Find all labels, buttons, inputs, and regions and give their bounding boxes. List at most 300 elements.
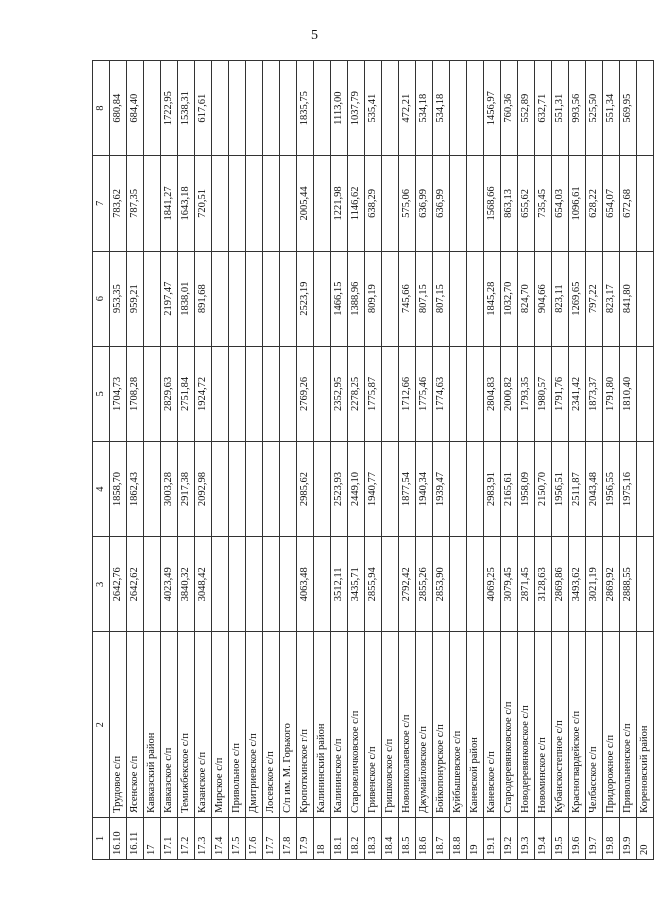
- value-cell: 1858,70: [110, 441, 127, 536]
- table-row: [637, 61, 654, 860]
- value-cell: 2869,86: [552, 537, 569, 632]
- settlement-name-cell: Новодеревянковское с/п: [518, 632, 535, 817]
- value-cell: [246, 537, 263, 632]
- value-cell: [263, 251, 280, 346]
- value-cell: 783,62: [110, 156, 127, 251]
- page-number: 5: [311, 28, 318, 43]
- value-cell: [212, 346, 229, 441]
- row-number-cell: 17: [144, 817, 161, 859]
- value-cell: 2005,44: [297, 156, 314, 251]
- row-number-cell: 17.8: [280, 817, 297, 859]
- row-number-cell: 17.9: [297, 817, 314, 859]
- row-number-cell: 18: [314, 817, 331, 859]
- value-cell: [382, 251, 399, 346]
- value-cell: 1037,79: [348, 61, 365, 156]
- value-cell: 3128,63: [535, 537, 552, 632]
- settlement-name-cell: Кубанскостепное с/п: [552, 632, 569, 817]
- table-row: [280, 61, 297, 860]
- value-cell: 953,35: [110, 251, 127, 346]
- value-cell: 1939,47: [433, 441, 450, 536]
- value-cell: [246, 251, 263, 346]
- settlement-name-cell: С/п им. М. Горького: [280, 632, 297, 817]
- value-cell: 823,11: [552, 251, 569, 346]
- column-header: 4: [93, 441, 110, 536]
- value-cell: 655,62: [518, 156, 535, 251]
- value-cell: 2523,19: [297, 251, 314, 346]
- column-header: 6: [93, 251, 110, 346]
- settlement-name-cell: Калининский район: [314, 632, 331, 817]
- value-cell: 1722,95: [161, 61, 178, 156]
- value-cell: 2804,83: [484, 346, 501, 441]
- value-cell: 1466,15: [331, 251, 348, 346]
- table-row: [416, 61, 433, 860]
- value-cell: 672,68: [620, 156, 637, 251]
- value-cell: 2092,98: [195, 441, 212, 536]
- value-cell: [314, 537, 331, 632]
- value-cell: [229, 61, 246, 156]
- value-cell: 551,31: [552, 61, 569, 156]
- value-cell: 760,36: [501, 61, 518, 156]
- row-number-cell: 18.2: [348, 817, 365, 859]
- value-cell: [280, 346, 297, 441]
- value-cell: [263, 441, 280, 536]
- value-cell: [382, 156, 399, 251]
- settlement-name-cell: Старовеличковское с/п: [348, 632, 365, 817]
- row-number-cell: 18.8: [450, 817, 467, 859]
- value-cell: 720,51: [195, 156, 212, 251]
- value-cell: 2792,42: [399, 537, 416, 632]
- value-cell: 3079,45: [501, 537, 518, 632]
- value-cell: [280, 537, 297, 632]
- value-cell: [144, 346, 161, 441]
- value-cell: 525,50: [586, 61, 603, 156]
- value-cell: 1975,16: [620, 441, 637, 536]
- settlement-name-cell: Новоминское с/п: [535, 632, 552, 817]
- row-number-cell: 19.6: [569, 817, 586, 859]
- value-cell: [263, 61, 280, 156]
- value-cell: [280, 251, 297, 346]
- settlement-name-cell: Каневское с/п: [484, 632, 501, 817]
- value-cell: 1873,37: [586, 346, 603, 441]
- table-row: [263, 61, 280, 860]
- row-number-cell: 20: [637, 817, 654, 859]
- settlement-name-cell: Каневской район: [467, 632, 484, 817]
- settlement-name-cell: Челбасское с/п: [586, 632, 603, 817]
- value-cell: 1924,72: [195, 346, 212, 441]
- settlement-name-cell: Привольненское с/п: [620, 632, 637, 817]
- value-cell: [467, 156, 484, 251]
- table-row: [569, 61, 586, 860]
- value-cell: [212, 61, 229, 156]
- value-cell: [637, 251, 654, 346]
- table-row: [144, 61, 161, 860]
- value-cell: 823,17: [603, 251, 620, 346]
- settlement-name-cell: Калининское с/п: [331, 632, 348, 817]
- row-number-cell: 19.1: [484, 817, 501, 859]
- value-cell: 1845,28: [484, 251, 501, 346]
- value-cell: [467, 251, 484, 346]
- value-cell: [637, 156, 654, 251]
- value-cell: [450, 537, 467, 632]
- value-cell: 1643,18: [178, 156, 195, 251]
- value-cell: 809,19: [365, 251, 382, 346]
- value-cell: 1835,75: [297, 61, 314, 156]
- table-row: [518, 61, 535, 860]
- value-cell: [212, 156, 229, 251]
- settlement-name-cell: Гривенское с/п: [365, 632, 382, 817]
- value-cell: [450, 251, 467, 346]
- settlement-name-cell: Казанское с/п: [195, 632, 212, 817]
- value-cell: [263, 156, 280, 251]
- row-number-cell: 17.4: [212, 817, 229, 859]
- value-cell: 654,07: [603, 156, 620, 251]
- value-cell: 2869,92: [603, 537, 620, 632]
- value-cell: 1538,31: [178, 61, 195, 156]
- value-cell: 638,29: [365, 156, 382, 251]
- row-number-cell: 17.7: [263, 817, 280, 859]
- value-cell: 1568,66: [484, 156, 501, 251]
- value-cell: [229, 441, 246, 536]
- table-row: [178, 61, 195, 860]
- column-header: 5: [93, 346, 110, 441]
- value-cell: 1096,61: [569, 156, 586, 251]
- settlement-name-cell: Куйбышевское с/п: [450, 632, 467, 817]
- value-cell: 472,21: [399, 61, 416, 156]
- value-cell: [314, 251, 331, 346]
- value-cell: 1774,63: [433, 346, 450, 441]
- value-cell: 1712,66: [399, 346, 416, 441]
- settlement-name-cell: Мирское с/п: [212, 632, 229, 817]
- settlement-name-cell: Лосевское с/п: [263, 632, 280, 817]
- row-number-cell: 18.1: [331, 817, 348, 859]
- table-row: [161, 61, 178, 860]
- settlement-name-cell: Кавказский район: [144, 632, 161, 817]
- value-cell: 535,41: [365, 61, 382, 156]
- value-cell: 1862,43: [127, 441, 144, 536]
- column-header: 7: [93, 156, 110, 251]
- value-cell: 1793,35: [518, 346, 535, 441]
- table-row: [399, 61, 416, 860]
- table-row: [501, 61, 518, 860]
- value-cell: 1113,00: [331, 61, 348, 156]
- value-cell: 636,99: [416, 156, 433, 251]
- value-cell: [280, 441, 297, 536]
- value-cell: 3021,19: [586, 537, 603, 632]
- value-cell: [382, 61, 399, 156]
- value-cell: [229, 537, 246, 632]
- value-cell: 1980,57: [535, 346, 552, 441]
- value-cell: 680,84: [110, 61, 127, 156]
- value-cell: 4063,48: [297, 537, 314, 632]
- value-cell: [450, 156, 467, 251]
- value-cell: 1940,77: [365, 441, 382, 536]
- value-cell: 807,15: [416, 251, 433, 346]
- value-cell: 863,13: [501, 156, 518, 251]
- table-row: [314, 61, 331, 860]
- value-cell: [467, 61, 484, 156]
- value-cell: [467, 537, 484, 632]
- row-number-cell: 16.10: [110, 817, 127, 859]
- value-cell: 2769,26: [297, 346, 314, 441]
- settlement-name-cell: Ясенское с/п: [127, 632, 144, 817]
- value-cell: [263, 346, 280, 441]
- settlement-name-cell: Красногвардейское с/п: [569, 632, 586, 817]
- value-cell: 993,56: [569, 61, 586, 156]
- value-cell: 2165,61: [501, 441, 518, 536]
- row-number-cell: 19: [467, 817, 484, 859]
- value-cell: 2000,82: [501, 346, 518, 441]
- value-cell: 632,71: [535, 61, 552, 156]
- value-cell: 1956,51: [552, 441, 569, 536]
- row-number-cell: 19.7: [586, 817, 603, 859]
- value-cell: 2642,62: [127, 537, 144, 632]
- value-cell: 1032,70: [501, 251, 518, 346]
- settlement-name-cell: Придорожное с/п: [603, 632, 620, 817]
- value-cell: [467, 441, 484, 536]
- value-cell: [382, 537, 399, 632]
- value-cell: 1775,87: [365, 346, 382, 441]
- value-cell: [314, 346, 331, 441]
- value-cell: 2642,76: [110, 537, 127, 632]
- value-cell: 1791,80: [603, 346, 620, 441]
- value-cell: [144, 251, 161, 346]
- value-cell: 575,06: [399, 156, 416, 251]
- row-number-cell: 19.3: [518, 817, 535, 859]
- value-cell: 1810,40: [620, 346, 637, 441]
- settlement-name-cell: Бойкопонурское с/п: [433, 632, 450, 817]
- value-cell: [229, 346, 246, 441]
- row-number-cell: 16.11: [127, 817, 144, 859]
- row-number-cell: 17.6: [246, 817, 263, 859]
- value-cell: [637, 61, 654, 156]
- value-cell: 2829,63: [161, 346, 178, 441]
- value-cell: 1791,76: [552, 346, 569, 441]
- table-row: [365, 61, 382, 860]
- value-cell: [382, 346, 399, 441]
- value-cell: 2917,38: [178, 441, 195, 536]
- value-cell: [263, 537, 280, 632]
- value-cell: [280, 61, 297, 156]
- value-cell: 1958,09: [518, 441, 535, 536]
- table-row: [467, 61, 484, 860]
- value-cell: [212, 251, 229, 346]
- row-number-cell: 18.3: [365, 817, 382, 859]
- row-number-cell: 19.9: [620, 817, 637, 859]
- table-row: [586, 61, 603, 860]
- value-cell: 2985,62: [297, 441, 314, 536]
- table-row: [229, 61, 246, 860]
- value-cell: 1456,97: [484, 61, 501, 156]
- table-row: [620, 61, 637, 860]
- value-cell: 4023,49: [161, 537, 178, 632]
- row-number-cell: 18.5: [399, 817, 416, 859]
- row-number-cell: 19.4: [535, 817, 552, 859]
- table-row: [433, 61, 450, 860]
- value-cell: 3435,71: [348, 537, 365, 632]
- value-cell: 1221,98: [331, 156, 348, 251]
- value-cell: 2855,94: [365, 537, 382, 632]
- value-cell: 1956,55: [603, 441, 620, 536]
- column-header: 1: [93, 817, 110, 859]
- value-cell: 3512,11: [331, 537, 348, 632]
- value-cell: 959,21: [127, 251, 144, 346]
- table-row: [246, 61, 263, 860]
- value-cell: 1841,27: [161, 156, 178, 251]
- settlement-name-cell: Трудовое с/п: [110, 632, 127, 817]
- row-number-cell: 18.6: [416, 817, 433, 859]
- value-cell: 2871,45: [518, 537, 535, 632]
- value-cell: 636,99: [433, 156, 450, 251]
- table-row: [297, 61, 314, 860]
- settlement-name-cell: Кавказское с/п: [161, 632, 178, 817]
- value-cell: 534,18: [433, 61, 450, 156]
- value-cell: 1708,28: [127, 346, 144, 441]
- value-cell: 534,18: [416, 61, 433, 156]
- settlement-name-cell: Новониколаевское с/п: [399, 632, 416, 817]
- settlement-name-cell: Стародеревянковское с/п: [501, 632, 518, 817]
- value-cell: 1269,65: [569, 251, 586, 346]
- row-number-cell: 17.3: [195, 817, 212, 859]
- value-cell: [637, 537, 654, 632]
- value-cell: 2043,48: [586, 441, 603, 536]
- value-cell: [450, 61, 467, 156]
- value-cell: [467, 346, 484, 441]
- table-row: [484, 61, 501, 860]
- value-cell: 891,68: [195, 251, 212, 346]
- table-row: [195, 61, 212, 860]
- row-number-cell: 18.7: [433, 817, 450, 859]
- settlement-name-cell: Кореновский район: [637, 632, 654, 817]
- value-cell: 1838,01: [178, 251, 195, 346]
- value-cell: 1877,54: [399, 441, 416, 536]
- value-cell: [382, 441, 399, 536]
- value-cell: 2511,87: [569, 441, 586, 536]
- settlement-name-cell: Привольное с/п: [229, 632, 246, 817]
- value-cell: [637, 346, 654, 441]
- value-cell: [144, 537, 161, 632]
- value-cell: 552,89: [518, 61, 535, 156]
- value-cell: 2150,70: [535, 441, 552, 536]
- value-cell: [637, 441, 654, 536]
- settlement-name-cell: Кропоткинское г/п: [297, 632, 314, 817]
- value-cell: 2888,55: [620, 537, 637, 632]
- value-cell: [246, 346, 263, 441]
- value-cell: [246, 441, 263, 536]
- value-cell: [280, 156, 297, 251]
- value-cell: [246, 61, 263, 156]
- value-cell: [229, 251, 246, 346]
- value-cell: [144, 61, 161, 156]
- table-row: [552, 61, 569, 860]
- column-header: 2: [93, 632, 110, 817]
- value-cell: 617,61: [195, 61, 212, 156]
- table-row: [450, 61, 467, 860]
- table-row: [331, 61, 348, 860]
- value-cell: 2751,84: [178, 346, 195, 441]
- table-row: [382, 61, 399, 860]
- table-row: [127, 61, 144, 860]
- value-cell: 807,15: [433, 251, 450, 346]
- value-cell: 2341,42: [569, 346, 586, 441]
- table-row: [535, 61, 552, 860]
- value-cell: [246, 156, 263, 251]
- value-cell: 1388,96: [348, 251, 365, 346]
- value-cell: 797,22: [586, 251, 603, 346]
- value-cell: 654,03: [552, 156, 569, 251]
- value-cell: 735,45: [535, 156, 552, 251]
- value-cell: 4069,25: [484, 537, 501, 632]
- value-cell: 2197,47: [161, 251, 178, 346]
- table-row: [603, 61, 620, 860]
- value-cell: [212, 441, 229, 536]
- value-cell: 2523,93: [331, 441, 348, 536]
- value-cell: 2853,90: [433, 537, 450, 632]
- table-header-row: [93, 61, 110, 860]
- value-cell: 824,70: [518, 251, 535, 346]
- value-cell: [314, 61, 331, 156]
- settlement-name-cell: Темижбекское с/п: [178, 632, 195, 817]
- value-cell: 745,66: [399, 251, 416, 346]
- settlement-name-cell: Дмитриевское с/п: [246, 632, 263, 817]
- value-cell: 684,40: [127, 61, 144, 156]
- value-cell: 551,34: [603, 61, 620, 156]
- value-cell: 3048,42: [195, 537, 212, 632]
- value-cell: [450, 346, 467, 441]
- value-cell: 841,80: [620, 251, 637, 346]
- value-cell: 2352,95: [331, 346, 348, 441]
- value-cell: [144, 156, 161, 251]
- column-header: 8: [93, 61, 110, 156]
- table-body: [110, 61, 654, 860]
- rotated-table-container: [92, 60, 650, 860]
- value-cell: [144, 441, 161, 536]
- row-number-cell: 19.2: [501, 817, 518, 859]
- row-number-cell: 19.5: [552, 817, 569, 859]
- value-cell: 628,22: [586, 156, 603, 251]
- value-cell: 3840,32: [178, 537, 195, 632]
- value-cell: 569,95: [620, 61, 637, 156]
- value-cell: 787,35: [127, 156, 144, 251]
- column-header: 3: [93, 537, 110, 632]
- row-number-cell: 17.5: [229, 817, 246, 859]
- value-cell: [314, 156, 331, 251]
- row-number-cell: 17.2: [178, 817, 195, 859]
- row-number-cell: 19.8: [603, 817, 620, 859]
- value-cell: 3493,62: [569, 537, 586, 632]
- table-row: [110, 61, 127, 860]
- value-cell: [229, 156, 246, 251]
- value-cell: 2449,10: [348, 441, 365, 536]
- value-cell: 3003,28: [161, 441, 178, 536]
- row-number-cell: 17.1: [161, 817, 178, 859]
- value-cell: 2983,91: [484, 441, 501, 536]
- value-cell: [314, 441, 331, 536]
- value-cell: 1775,46: [416, 346, 433, 441]
- table-row: [348, 61, 365, 860]
- table-row: [212, 61, 229, 860]
- value-cell: [212, 537, 229, 632]
- value-cell: 1940,34: [416, 441, 433, 536]
- settlement-name-cell: Джумайловское с/п: [416, 632, 433, 817]
- settlement-name-cell: Гришковское с/п: [382, 632, 399, 817]
- value-cell: 2855,26: [416, 537, 433, 632]
- value-cell: [450, 441, 467, 536]
- value-cell: 1704,73: [110, 346, 127, 441]
- value-cell: 1146,62: [348, 156, 365, 251]
- value-cell: 2278,25: [348, 346, 365, 441]
- value-cell: 904,66: [535, 251, 552, 346]
- tariff-table: [92, 60, 654, 860]
